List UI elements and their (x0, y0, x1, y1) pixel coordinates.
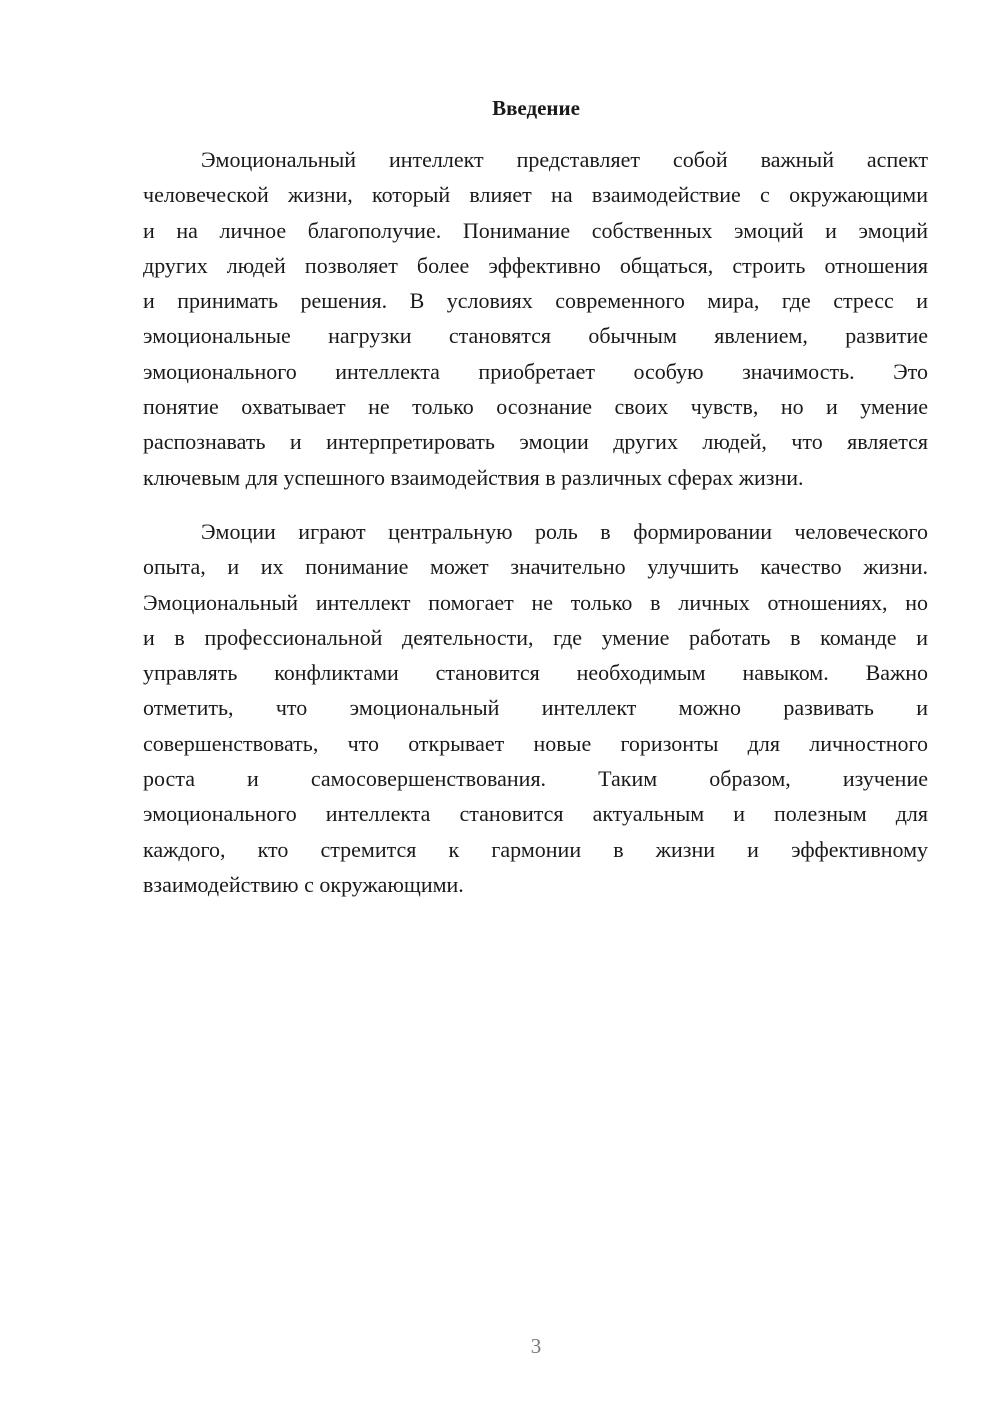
text-line: человеческой жизни, который влияет на взаимодействие с окружающими (143, 182, 928, 208)
text-line: других людей позволяет более эффективно общаться, строить отношения (143, 252, 928, 278)
text-line: Эмоциональный интеллект представляет собой важный аспект (201, 147, 928, 172)
text-line: эмоционального интеллекта становится актуальным и полезным для (143, 801, 928, 827)
text-line: отметить, что эмоциональный интеллект можно развивать и (143, 695, 928, 721)
text-line: ключевым для успешного взаимодействия в различных сферах жизни. (143, 464, 804, 490)
text-line: понятие охватывает не только осознание своих чувств, но и умение (143, 394, 928, 420)
text-line: Эмоциональный интеллект помогает не только в личных отношениях, но (143, 589, 928, 615)
text-line: каждого, кто стремится к гармонии в жизни и эффективному (143, 836, 928, 862)
paragraph-1 (143, 145, 928, 498)
page-number: 3 (530, 1334, 542, 1358)
text-line: Эмоции играют центральную роль в формировании человеческого (201, 519, 928, 544)
text-line: и в профессиональной деятельности, где умение работать в команде и (143, 624, 928, 650)
text-line: эмоциональные нагрузки становятся обычным явлением, развитие (143, 323, 928, 349)
section-heading: Введение (492, 96, 580, 120)
text-line: распознавать и интерпретировать эмоции других людей, что является (143, 429, 928, 455)
text-line: роста и самосовершенствования. Таким образом, изучение (143, 766, 928, 792)
text-line: совершенствовать, что открывает новые горизонты для личностного (143, 730, 928, 756)
text-line: опыта, и их понимание может значительно улучшить качество жизни. (143, 554, 928, 580)
text-line: управлять конфликтами становится необходимым навыком. Важно (143, 660, 928, 686)
text-line: и на личное благополучие. Понимание собственных эмоций и эмоций (143, 217, 928, 243)
text-line: взаимодействию с окружающими. (143, 871, 464, 897)
paragraph-2 (143, 517, 928, 905)
text-line: и принимать решения. В условиях современного мира, где стресс и (143, 288, 928, 314)
text-line: эмоционального интеллекта приобретает особую значимость. Это (143, 358, 928, 384)
